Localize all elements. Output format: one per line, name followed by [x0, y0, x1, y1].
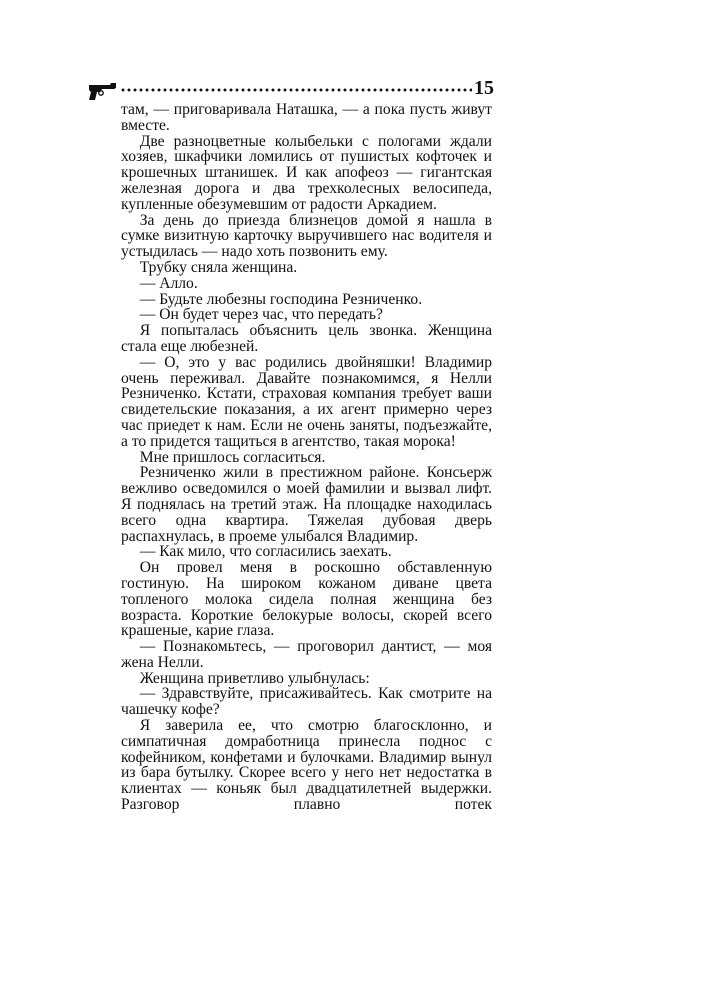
paragraph: Он провел меня в роскошно обставленную гостиную. На широком кожаном диване цвета топленого молока сидела полная женщина без возраста. Короткие белокурые волосы, скорей всего крашеные, карие глаза.	[121, 559, 492, 640]
paragraph: Женщина приветливо улыбнулась:	[139, 669, 370, 687]
paragraph: — Алло.	[139, 274, 198, 292]
paragraph: За день до приезда близнецов домой я нашла в сумке визитную карточку выручившего нас водителя и устыдилась — надо хоть позвонить ему.	[121, 211, 492, 261]
paragraph: — Здравствуйте, присаживайтесь. Как смотрите на чашечку кофе?	[121, 685, 492, 719]
body-text	[121, 102, 492, 813]
paragraph: Две разноцветные колыбельки с пологами ждали хозяев, шкафчики ломились от пушистых кофточек и крошечных штанишек. И как апофеоз — гигантская железная дорога и два трехколесных велосипеда, купленные обезумевшим от радости Аркадием.	[121, 132, 492, 213]
paragraph: — Будьте любезны господина Резниченко.	[139, 290, 423, 308]
dotted-rule	[120, 88, 472, 92]
paragraph: — Как мило, что согласились заехать.	[139, 543, 392, 561]
paragraph: — Познакомьтесь, — проговорил дантист, — моя жена Нелли.	[121, 638, 492, 671]
page-number: 15	[474, 77, 494, 99]
paragraph: Трубку сняла женщина.	[139, 258, 298, 276]
paragraph: — О, это у вас родились двойняшки! Владимир очень переживал. Давайте познакомимся, я Нелли Резниченко. Кстати, страховая компания требует ваши свидетельские показания, а их агент примерно через час приедет к нам. Если не очень заняты, подъезжайте, а то придется тащиться в агентство, такая морока!	[121, 353, 492, 450]
revolver-icon	[88, 82, 118, 102]
running-header	[88, 77, 508, 102]
paragraph: Я заверила ее, что смотрю благосклонно, и симпатичная домработница принесла поднос с кофейником, конфетами и булочками. Владимир вынул из бара бутылку. Скорее всего у него нет недостатка в клиентах — коньяк был двадцатилетней выдержки. Разговор плавно потек	[121, 717, 492, 814]
paragraph: там, — приговаривала Наташка, — а пока пусть живут вместе.	[121, 101, 492, 134]
paragraph: Я попыталась объяснить цель звонка. Женщина стала еще любезней.	[121, 322, 492, 355]
paragraph: Мне пришлось согласиться.	[139, 448, 326, 466]
paragraph: — Он будет через час, что передать?	[139, 306, 383, 324]
paragraph: Резниченко жили в престижном районе. Консьерж вежливо осведомился о моей фамилии и вызвал лифт. Я поднялась на третий этаж. На площадке находилась всего одна квартира. Тяжелая дубовая дверь распахнулась, в проеме улыбался Владимир.	[121, 464, 492, 545]
